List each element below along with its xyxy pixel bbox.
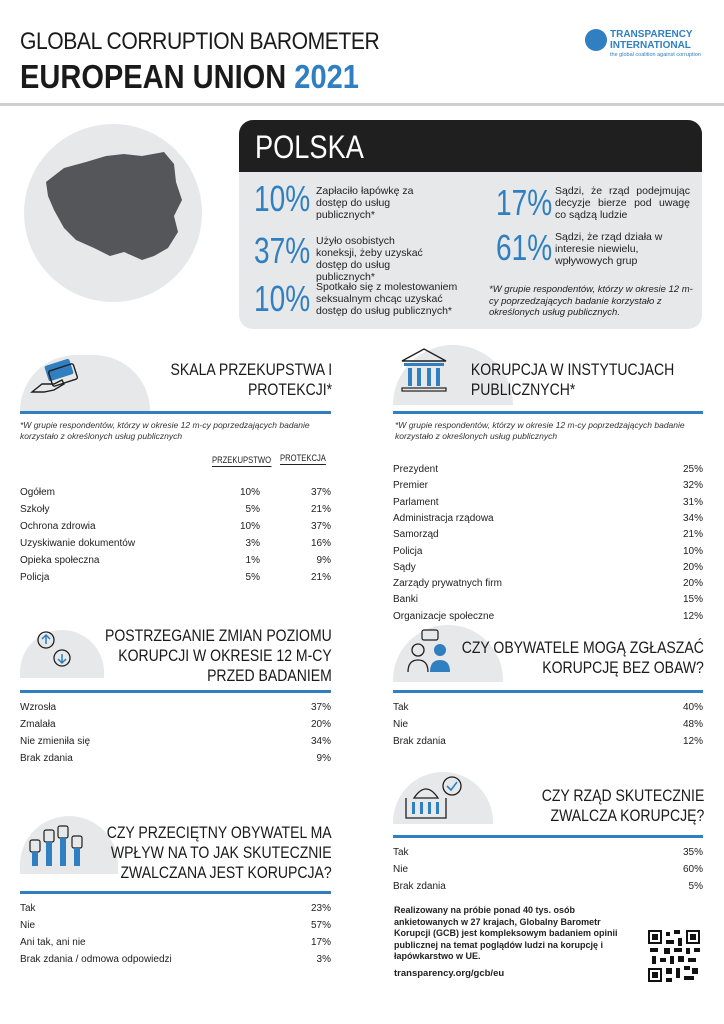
report-title-line2: KORUPCJĘ BEZ OBAW? xyxy=(542,659,704,677)
bribery-row-protection-value: 21% xyxy=(310,504,331,515)
government-row-value: 60% xyxy=(682,864,703,875)
bribery-row-label: Ochrona zdrowia xyxy=(20,521,96,532)
institutions-title-line2: PUBLICZNYCH* xyxy=(470,381,576,399)
globe-icon xyxy=(585,29,607,51)
citizen-row-label: Ani tak, ani nie xyxy=(20,937,86,948)
bribery-row-protection-value: 37% xyxy=(310,521,331,532)
institutions-title xyxy=(471,360,674,400)
government-row-value: 35% xyxy=(682,847,703,858)
stat-few-interests-pct: 61% xyxy=(496,227,553,268)
country-panel xyxy=(239,120,702,329)
header-title-line2 xyxy=(20,58,359,96)
change-row-label: Nie zmieniła się xyxy=(20,736,91,747)
stat-harassment-text: Spotkało się z molestowaniem seksualnym chcąc uzyskać dostęp do usług publicznych* xyxy=(316,281,458,317)
bribery-row-bribe-value: 5% xyxy=(245,504,260,515)
bribery-row-bribe-value: 3% xyxy=(245,538,260,549)
country-panel-header xyxy=(239,120,702,172)
bribery-row-label: Ogółem xyxy=(20,487,56,498)
change-row-value: 34% xyxy=(310,736,331,747)
government-title-line1: CZY RZĄD SKUTECZNIE xyxy=(541,787,704,805)
report-row-value: 40% xyxy=(682,702,703,713)
bribery-title-line1: SKALA PRZEKUPSTWA I xyxy=(170,361,332,379)
government-title xyxy=(541,786,704,826)
citizen-row-value: 57% xyxy=(310,920,331,931)
logo-name xyxy=(610,29,693,51)
government-row-label: Brak zdania xyxy=(393,881,446,892)
poland-map-icon xyxy=(24,124,202,302)
bribery-title xyxy=(170,360,332,400)
change-row-value: 37% xyxy=(310,702,331,713)
institutions-row-label: Banki xyxy=(393,594,419,606)
bribery-row-label: Szkoły xyxy=(20,504,50,515)
country-title: POLSKA xyxy=(255,129,364,165)
change-title-line1: POSTRZEGANIE ZMIAN POZIOMU xyxy=(105,627,332,645)
bribery-title-line2: PROTEKCJI* xyxy=(247,381,332,399)
change-row-value: 20% xyxy=(310,719,331,730)
header-divider xyxy=(0,103,724,106)
institutions-row-label: Sądy xyxy=(393,561,416,573)
report-row-label: Tak xyxy=(393,702,409,713)
institutions-row-label: Organizacje społeczne xyxy=(393,610,495,622)
logo-name-line2: INTERNATIONAL xyxy=(610,40,691,51)
stat-harassment-pct: 10% xyxy=(254,278,311,319)
institutions-row-value: 20% xyxy=(682,561,703,573)
bribery-row-bribe-value: 1% xyxy=(245,555,260,566)
bribery-row-label: Policja xyxy=(20,572,50,583)
citizen-rule xyxy=(20,891,331,894)
stat-connections-text: Użyło osobistych koneksji, żeby uzyskać dostęp do usług publicznych* xyxy=(316,235,423,283)
bribery-row-label: Opieka społeczna xyxy=(20,555,100,566)
change-rule xyxy=(20,690,331,693)
report-row-value: 12% xyxy=(682,736,703,747)
up-down-arrows-icon xyxy=(32,630,78,672)
institutions-row-label: Parlament xyxy=(393,496,439,508)
institutions-title-line1: KORUPCJA W INSTYTUCJACH xyxy=(470,361,674,379)
institutions-rule xyxy=(393,411,703,414)
government-title-line2: ZWALCZA KORUPCJĘ? xyxy=(550,807,704,825)
change-row-label: Brak zdania xyxy=(20,753,73,764)
citizen-title xyxy=(107,823,332,883)
institutions-row-label: Samorząd xyxy=(393,529,439,541)
transparency-international-logo xyxy=(585,29,709,65)
bribery-row-bribe-value: 5% xyxy=(245,572,260,583)
institutions-row-value: 12% xyxy=(682,610,703,622)
report-title xyxy=(462,638,704,678)
speaking-people-icon xyxy=(404,628,456,678)
institutions-row-label: Prezydent xyxy=(393,464,439,475)
bribery-row-label: Uzyskiwanie dokumentów xyxy=(20,538,136,549)
citizen-row-value: 17% xyxy=(310,937,331,948)
government-row-label: Nie xyxy=(393,864,409,875)
institutions-row-label: Zarządy prywatnych firm xyxy=(393,578,502,590)
logo-tagline: the global coalition against corruption xyxy=(610,52,701,58)
bribery-rule xyxy=(20,411,331,414)
institution-building-icon xyxy=(398,345,450,397)
citizen-row-label: Nie xyxy=(20,920,36,931)
change-title-line3: PRZED BADANIEM xyxy=(207,667,332,685)
report-title-line1: CZY OBYWATELE MOGĄ ZGŁASZAĆ xyxy=(461,639,704,657)
citizen-row-value: 3% xyxy=(316,954,331,965)
country-panel-note: *W grupie respondentów, którzy w okresie 12 m-cy poprzedzających badanie korzystało z określonych usług publicznych. xyxy=(489,284,693,318)
citizen-title-line3: ZWALCZANA JEST KORUPCJA? xyxy=(120,864,333,882)
institutions-row-label: Administracja rządowa xyxy=(393,512,494,524)
institutions-row-value: 21% xyxy=(682,529,703,541)
footer-description: Realizowany na próbie ponad 40 tys. osób ankietowanych w 27 krajach, Globalny Barometr Korupcji (GCB) jest kompleksowym badaniem opinii publicznej na temat poglądów ludzi na korupcję i łapówkarstwo w UE. xyxy=(394,905,618,961)
government-check-icon xyxy=(400,772,466,824)
report-row-label: Brak zdania xyxy=(393,736,446,747)
bribery-col-bribe: PRZEKUPSTWO xyxy=(212,455,272,465)
bribery-row-bribe-value: 10% xyxy=(239,521,260,532)
institutions-row-value: 32% xyxy=(682,480,703,492)
poland-map xyxy=(24,124,202,302)
change-row-value: 9% xyxy=(316,753,331,764)
bribery-row-protection-value: 37% xyxy=(310,487,331,498)
institutions-row-value: 31% xyxy=(682,496,703,508)
change-title xyxy=(105,626,332,686)
citizen-title-line1: CZY PRZECIĘTNY OBYWATEL MA xyxy=(107,824,332,842)
government-row-label: Tak xyxy=(393,847,409,858)
money-hand-icon xyxy=(30,358,80,398)
stat-connections-pct: 37% xyxy=(254,230,311,271)
institutions-row-value: 34% xyxy=(682,512,703,524)
stat-gov-listens-pct: 17% xyxy=(496,182,553,223)
change-row-label: Zmalała xyxy=(20,719,56,730)
citizen-row-label: Tak xyxy=(20,903,36,914)
bribery-note: *W grupie respondentów, którzy w okresie 12 m-cy poprzedzających badanie korzystało z określonych usług publicznych xyxy=(20,420,310,441)
logo-name-line1: TRANSPARENCY xyxy=(610,29,693,40)
stat-gov-listens-text: Sądzi, że rząd podejmując decyzje bierze pod uwagę co sądzą ludzie xyxy=(555,185,690,221)
report-row-label: Nie xyxy=(393,719,409,730)
citizen-title-line2: WPŁYW NA TO JAK SKUTECZNIE xyxy=(111,844,332,862)
header-year: 2021 xyxy=(294,58,359,95)
institutions-row-value: 20% xyxy=(682,578,703,590)
raised-fists-icon xyxy=(26,818,88,870)
bribery-col-protection: PROTEKCJA xyxy=(280,453,326,463)
header-region: EUROPEAN UNION xyxy=(20,58,287,95)
institutions-row-label: Policja xyxy=(393,545,423,557)
header-title-line1: GLOBAL CORRUPTION BAROMETER xyxy=(20,28,380,55)
citizen-row-label: Brak zdania / odmowa odpowiedzi xyxy=(20,954,172,965)
institutions-row-value: 10% xyxy=(682,545,703,557)
stat-few-interests-text: Sądzi, że rząd działa w interesie niewielu, wpływowych grup xyxy=(555,231,663,267)
report-row-value: 48% xyxy=(682,719,703,730)
government-rule xyxy=(393,835,703,838)
stat-bribe-text: Zapłaciło łapówkę za dostęp do usług publicznych* xyxy=(316,185,414,221)
change-row-label: Wzrosła xyxy=(20,702,57,713)
report-rule xyxy=(393,690,703,693)
change-title-line2: KORUPCJI W OKRESIE 12 M-CY xyxy=(118,647,332,665)
qr-code-icon[interactable] xyxy=(648,930,700,982)
stat-bribe-pct: 10% xyxy=(254,178,311,219)
institutions-row-value: 25% xyxy=(682,464,703,475)
government-row-value: 5% xyxy=(688,881,703,892)
footer-url[interactable]: transparency.org/gcb/eu xyxy=(394,968,505,979)
citizen-row-value: 23% xyxy=(310,903,331,914)
bribery-row-protection-value: 16% xyxy=(310,538,331,549)
bribery-row-protection-value: 9% xyxy=(316,555,331,566)
bribery-row-bribe-value: 10% xyxy=(239,487,260,498)
institutions-note: *W grupie respondentów, którzy w okresie 12 m-cy poprzedzających badanie korzystało z określonych usług publicznych xyxy=(395,420,685,441)
institutions-row-label: Premier xyxy=(393,480,429,492)
institutions-row-value: 15% xyxy=(682,594,703,606)
bribery-row-protection-value: 21% xyxy=(310,572,331,583)
